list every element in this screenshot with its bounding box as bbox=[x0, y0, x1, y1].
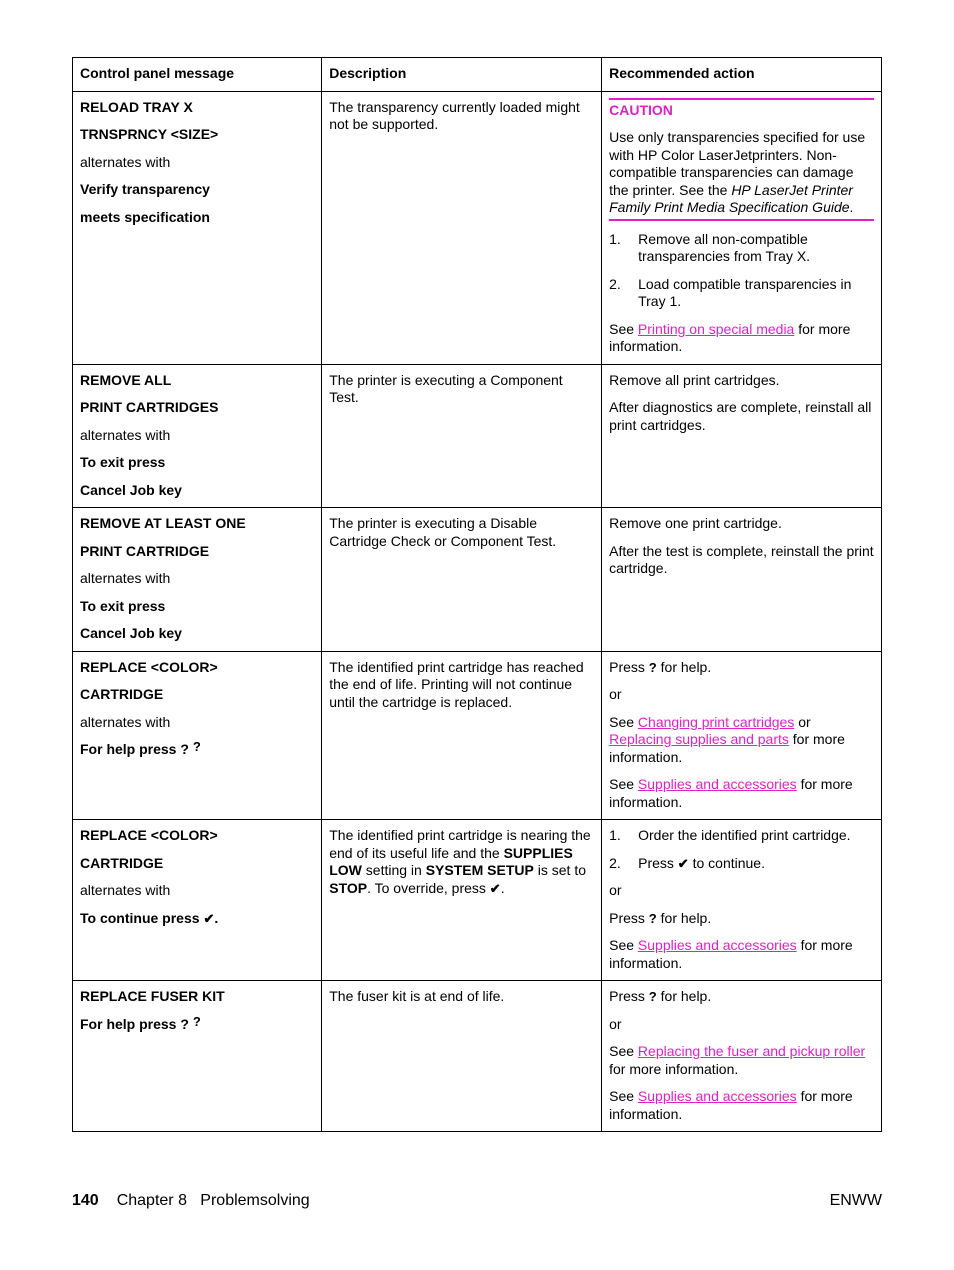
description-cell: The printer is executing a Disable Cartridge Check or Component Test. bbox=[322, 508, 602, 652]
message-cell bbox=[73, 651, 322, 820]
table-row bbox=[73, 508, 882, 652]
message-line: To exit press bbox=[80, 454, 166, 470]
see-also: See Supplies and accessories for more information. bbox=[609, 1088, 853, 1122]
list-item: 2. Press ✔ to continue. bbox=[609, 854, 765, 871]
link-changing-print-cartridges[interactable]: Changing print cartridges bbox=[637, 713, 795, 730]
message-cell bbox=[73, 364, 322, 508]
action-text: Press ? for help. bbox=[609, 988, 712, 1004]
link-replacing-fuser[interactable]: Replacing the fuser and pickup roller bbox=[637, 1043, 866, 1059]
action-text: After the test is complete, reinstall the print cartridge. bbox=[609, 542, 874, 576]
check-icon: ✔ bbox=[489, 880, 501, 896]
action-text: Press ? for help. bbox=[609, 658, 712, 675]
message-line: REMOVE ALL bbox=[80, 371, 172, 388]
table-header-row bbox=[73, 58, 882, 92]
table-row bbox=[73, 981, 882, 1132]
message-line: alternates with bbox=[80, 153, 171, 170]
help-icon: ? bbox=[192, 739, 201, 754]
action-text: Remove one print cartridge. bbox=[609, 515, 782, 531]
list-item: 2. Load compatible transparencies in Tray 1. bbox=[609, 275, 852, 309]
link-supplies-accessories[interactable]: Supplies and accessories bbox=[637, 937, 797, 953]
message-line: PRINT CARTRIDGE bbox=[80, 542, 210, 559]
action-text: After diagnostics are complete, reinstall all print cartridges. bbox=[609, 399, 872, 433]
message-cell bbox=[73, 820, 322, 981]
description-cell: The identified print cartridge has reached the end of life. Printing will not continue until the cartridge is replaced. bbox=[322, 651, 602, 820]
description-cell: The fuser kit is at end of life. bbox=[322, 981, 602, 1132]
column-header: Description bbox=[322, 58, 602, 92]
message-line: For help press ? ? bbox=[80, 1013, 201, 1032]
caution-text: Use only transparencies specified for use with HP Color LaserJetprinters. Non-compatible transparencies can damage the printer. See the HP LaserJet Printer Family Print Media Specification Guide. bbox=[609, 129, 866, 215]
table-row bbox=[73, 651, 882, 820]
help-icon: ? bbox=[648, 659, 657, 675]
action-cell bbox=[602, 364, 882, 508]
message-line: alternates with bbox=[80, 713, 171, 730]
see-also: See Supplies and accessories for more information. bbox=[609, 776, 853, 810]
message-line: To exit press bbox=[80, 597, 166, 614]
help-icon: ? bbox=[648, 989, 657, 1004]
message-line: meets specification bbox=[80, 208, 210, 225]
message-cell bbox=[73, 508, 322, 652]
see-also: See Replacing the fuser and pickup roller for more information. bbox=[609, 1043, 866, 1077]
link-supplies-accessories[interactable]: Supplies and accessories bbox=[637, 1088, 797, 1104]
description-cell: The transparency currently loaded might not be supported. bbox=[322, 91, 602, 364]
check-icon: ✔ bbox=[677, 855, 689, 871]
message-line: REPLACE <COLOR> bbox=[80, 827, 218, 843]
message-line: RELOAD TRAY X bbox=[80, 98, 193, 115]
page-footer bbox=[72, 1192, 882, 1210]
message-line: alternates with bbox=[80, 882, 171, 898]
message-line: Verify transparency bbox=[80, 181, 210, 197]
caution-title: CAUTION bbox=[609, 101, 673, 118]
action-text: or bbox=[609, 882, 622, 898]
message-line: Cancel Job key bbox=[80, 625, 182, 641]
message-line: REMOVE AT LEAST ONE bbox=[80, 515, 246, 531]
table-row bbox=[73, 91, 882, 364]
see-also: See Printing on special media for more information. bbox=[609, 320, 851, 354]
check-icon: ✔ bbox=[203, 910, 215, 926]
page-number: 140 bbox=[72, 1192, 99, 1209]
chapter-title: Chapter 8 Problemsolving bbox=[116, 1192, 310, 1209]
action-text: or bbox=[609, 686, 622, 702]
see-also: See Changing print cartridges or Replacing supplies and parts for more information. bbox=[609, 713, 845, 765]
message-line: To continue press ✔. bbox=[80, 909, 219, 926]
caution-box bbox=[609, 98, 874, 221]
footer-right: ENWW bbox=[829, 1192, 882, 1209]
message-line: Cancel Job key bbox=[80, 481, 182, 498]
action-cell bbox=[602, 651, 882, 820]
help-icon: ? bbox=[648, 910, 657, 926]
description-cell: The identified print cartridge is nearing the end of its useful life and the SUPPLIES LOW setting in SYSTEM SETUP is set to STOP. To override, press ✔. bbox=[322, 820, 602, 981]
action-cell bbox=[602, 91, 882, 364]
message-cell bbox=[73, 91, 322, 364]
description-cell: The printer is executing a Component Test. bbox=[322, 364, 602, 508]
action-cell bbox=[602, 820, 882, 981]
message-line: CARTRIDGE bbox=[80, 686, 164, 702]
message-cell bbox=[73, 981, 322, 1132]
action-text: or bbox=[609, 1015, 622, 1032]
action-text: Press ? for help. bbox=[609, 909, 712, 926]
message-line: TRNSPRNCY <SIZE> bbox=[80, 126, 219, 142]
see-also: See Supplies and accessories for more information. bbox=[609, 937, 853, 971]
link-supplies-accessories[interactable]: Supplies and accessories bbox=[637, 776, 797, 792]
message-line: REPLACE <COLOR> bbox=[80, 658, 218, 675]
link-printing-special-media[interactable]: Printing on special media bbox=[637, 320, 795, 337]
table-row bbox=[73, 820, 882, 981]
column-header: Recommended action bbox=[602, 58, 882, 92]
help-icon: ? bbox=[192, 1013, 201, 1029]
message-line: CARTRIDGE bbox=[80, 854, 164, 871]
message-line: alternates with bbox=[80, 426, 171, 443]
message-line: PRINT CARTRIDGES bbox=[80, 399, 219, 415]
action-cell bbox=[602, 981, 882, 1132]
column-header: Control panel message bbox=[73, 58, 322, 92]
message-line: REPLACE FUSER KIT bbox=[80, 988, 225, 1004]
message-line: For help press ? ? bbox=[80, 739, 201, 757]
link-replacing-supplies-parts[interactable]: Replacing supplies and parts bbox=[609, 731, 789, 747]
messages-table bbox=[72, 57, 882, 1132]
message-line: alternates with bbox=[80, 570, 171, 586]
action-text: Remove all print cartridges. bbox=[609, 371, 780, 388]
list-item: 1. Order the identified print cartridge. bbox=[609, 827, 851, 843]
list-item: 1. Remove all non-compatible transparencies from Tray X. bbox=[609, 230, 811, 264]
table-row bbox=[73, 364, 882, 508]
action-cell bbox=[602, 508, 882, 652]
